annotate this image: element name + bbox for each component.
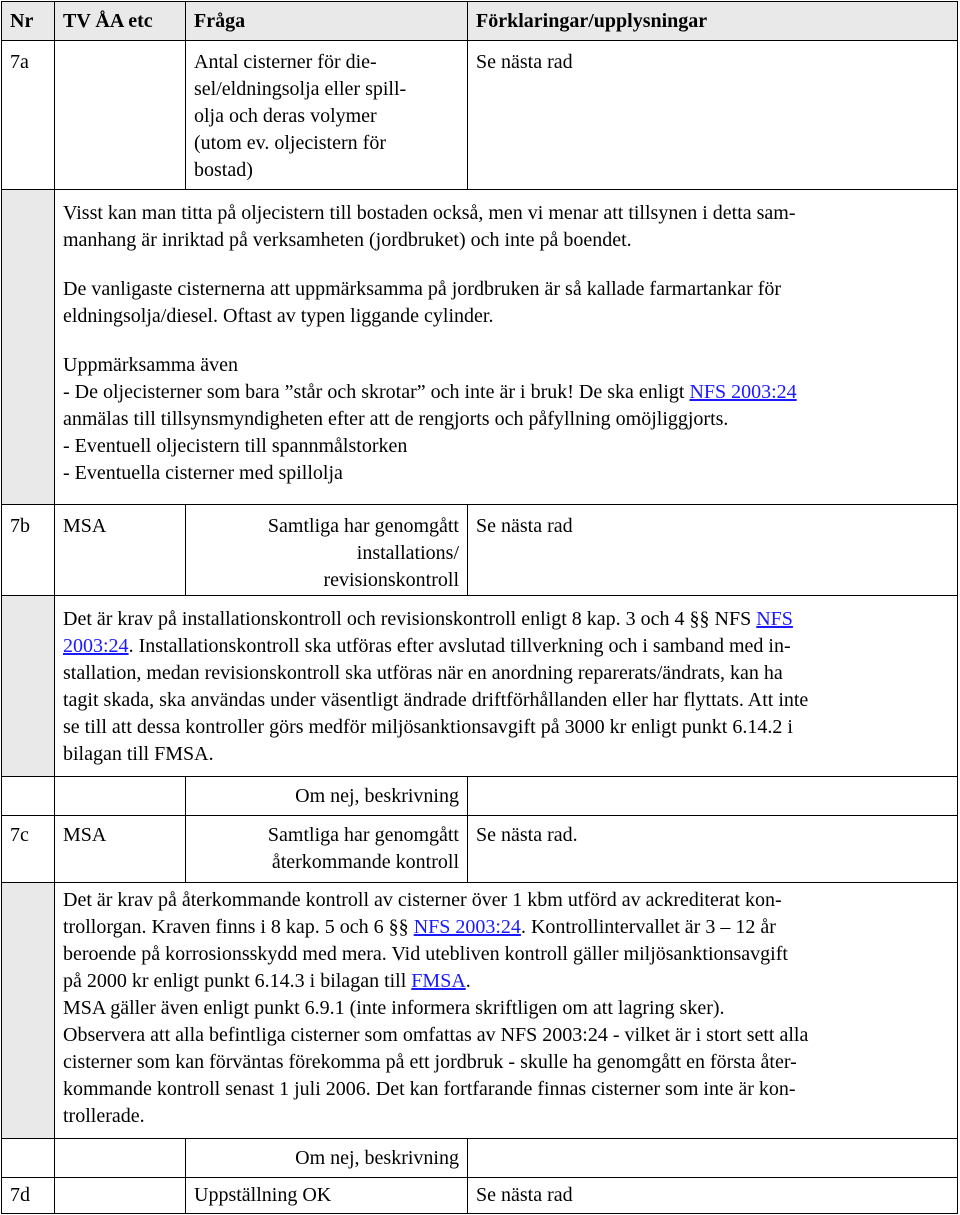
row-7b-expl-gutter bbox=[1, 595, 55, 777]
row-7d-nr: 7d bbox=[1, 1177, 55, 1214]
expl-line: trollerade. bbox=[63, 1105, 145, 1127]
row-7a-tv bbox=[54, 40, 186, 190]
expl-line: Det är krav på återkommande kontroll av cisterner över 1 kbm utförd av ackrediterat kon- bbox=[63, 889, 782, 911]
row-7b-omnej-tv bbox=[54, 776, 186, 816]
header-fraga: Fråga bbox=[185, 1, 468, 41]
expl-line: De vanligaste cisternerna att uppmärksamma på jordbruken är så kallade farmartankar för bbox=[63, 278, 782, 300]
expl-line: bilagan till FMSA. bbox=[63, 743, 214, 765]
fraga-line: Samtliga har genomgått bbox=[267, 515, 459, 537]
row-7b-nr: 7b bbox=[1, 504, 55, 596]
row-7b-omnej-answer[interactable] bbox=[467, 776, 958, 816]
expl-line: MSA gäller även enligt punkt 6.9.1 (inte informera skriftligen om att lagring sker). bbox=[63, 997, 725, 1019]
expl-text: . bbox=[465, 970, 471, 992]
fraga-line: återkommande kontroll bbox=[271, 851, 459, 873]
expl-line: manhang är inriktad på verksamheten (jordbruket) och inte på boendet. bbox=[63, 229, 632, 251]
row-7a-forklaring: Se nästa rad bbox=[467, 40, 958, 190]
header-forklaringar: Förklaringar/upplysningar bbox=[467, 1, 958, 41]
row-7a-fraga bbox=[185, 40, 468, 190]
expl-line: Observera att alla befintliga cisterner som omfattas av NFS 2003:24 - vilket är i stort sett alla bbox=[63, 1024, 809, 1046]
expl-line: - Eventuell oljecistern till spannmålstorken bbox=[63, 435, 408, 457]
nfs-link[interactable]: NFS 2003:24 bbox=[413, 916, 521, 938]
expl-line bbox=[63, 968, 949, 995]
row-7c-fraga bbox=[185, 815, 468, 883]
expl-line: stallation, medan revisionskontroll ska utföras när en anordning reparerats/ändrats, kan ha bbox=[63, 662, 783, 684]
fraga-line: Samtliga har genomgått bbox=[267, 824, 459, 846]
row-7c-omnej-tv bbox=[54, 1138, 186, 1178]
header-tv: TV ÅA etc bbox=[54, 1, 186, 41]
expl-line: se till att dessa kontroller görs medför miljösanktionsavgift på 3000 kr enligt punkt 6.14.2 i bbox=[63, 716, 793, 738]
expl-line: tagit skada, ska användas under väsentligt ändrade driftförhållanden eller har flyttats. Att inte bbox=[63, 689, 809, 711]
header-nr: Nr bbox=[1, 1, 55, 41]
nfs-link-cont[interactable]: 2003:24 bbox=[63, 635, 129, 657]
expl-line: anmälas till tillsynsmyndigheten efter att de rengjorts och påfyllning omöjliggjorts. bbox=[63, 408, 729, 430]
row-7c-tv: MSA bbox=[54, 815, 186, 883]
fraga-line: (utom ev. oljecistern för bbox=[194, 132, 386, 154]
expl-line: kommande kontroll senast 1 juli 2006. Det kan fortfarande finnas cisterner som inte är kon- bbox=[63, 1078, 796, 1100]
row-7a-explanation bbox=[54, 189, 958, 505]
row-7a-nr: 7a bbox=[1, 40, 55, 190]
expl-text: Det är krav på installationskontroll och revisionskontroll enligt 8 kap. 3 och 4 §§ NFS bbox=[63, 608, 757, 630]
nfs-link[interactable]: NFS bbox=[756, 608, 793, 630]
fraga-line: bostad) bbox=[194, 159, 253, 181]
row-7b-explanation bbox=[54, 595, 958, 777]
fraga-line: revisionskontroll bbox=[323, 569, 459, 591]
row-7b-omnej-nr bbox=[1, 776, 55, 816]
expl-line: - Eventuella cisterner med spillolja bbox=[63, 462, 343, 484]
expl-line: Visst kan man titta på oljecistern till bostaden också, men vi menar att tillsynen i detta sam- bbox=[63, 202, 796, 224]
fraga-line: sel/eldningsolja eller spill- bbox=[194, 78, 407, 100]
expl-text: . Kontrollintervallet är 3 – 12 år bbox=[520, 916, 776, 938]
expl-line bbox=[63, 379, 949, 406]
row-7d-forklaring: Se nästa rad bbox=[467, 1177, 958, 1214]
nfs-link[interactable]: NFS 2003:24 bbox=[689, 381, 797, 403]
expl-line: eldningsolja/diesel. Oftast av typen liggande cylinder. bbox=[63, 305, 494, 327]
fraga-line: olja och deras volymer bbox=[194, 105, 377, 127]
expl-line bbox=[63, 914, 949, 941]
fraga-line: Antal cisterner för die- bbox=[194, 51, 377, 73]
row-7b-fraga bbox=[185, 504, 468, 596]
expl-text: . Installationskontroll ska utföras efter avslutad tillverkning och i samband med in- bbox=[128, 635, 791, 657]
row-7c-omnej-fraga: Om nej, beskrivning bbox=[185, 1138, 468, 1178]
expl-line: cisterner som kan förväntas förekomma på ett jordbruk - skulle ha genomgått en första åter- bbox=[63, 1051, 797, 1073]
row-7c-expl-gutter bbox=[1, 882, 55, 1139]
row-7c-nr: 7c bbox=[1, 815, 55, 883]
expl-line: beroende på korrosionsskydd med mera. Vid utebliven kontroll gäller miljösanktionsavgift bbox=[63, 943, 788, 965]
expl-text: trollorgan. Kraven finns i 8 kap. 5 och 6 §§ bbox=[63, 916, 414, 938]
row-7d-fraga: Uppställning OK bbox=[185, 1177, 468, 1214]
fraga-line: installations/ bbox=[356, 542, 459, 564]
row-7b-tv: MSA bbox=[54, 504, 186, 596]
expl-line bbox=[63, 606, 949, 633]
row-7c-explanation bbox=[54, 882, 958, 1139]
fmsa-link[interactable]: FMSA bbox=[411, 970, 466, 992]
row-7a-expl-gutter bbox=[1, 189, 55, 505]
expl-line bbox=[63, 633, 949, 660]
row-7b-forklaring: Se nästa rad bbox=[467, 504, 958, 596]
expl-text: på 2000 kr enligt punkt 6.14.3 i bilagan till bbox=[63, 970, 412, 992]
row-7c-omnej-answer[interactable] bbox=[467, 1138, 958, 1178]
row-7c-forklaring: Se nästa rad. bbox=[467, 815, 958, 883]
row-7c-omnej-nr bbox=[1, 1138, 55, 1178]
row-7b-omnej-fraga: Om nej, beskrivning bbox=[185, 776, 468, 816]
row-7d-tv bbox=[54, 1177, 186, 1214]
expl-line: Uppmärksamma även bbox=[63, 354, 238, 376]
expl-text: - De oljecisterner som bara ”står och skrotar” och inte är i bruk! De ska enligt bbox=[63, 381, 690, 403]
